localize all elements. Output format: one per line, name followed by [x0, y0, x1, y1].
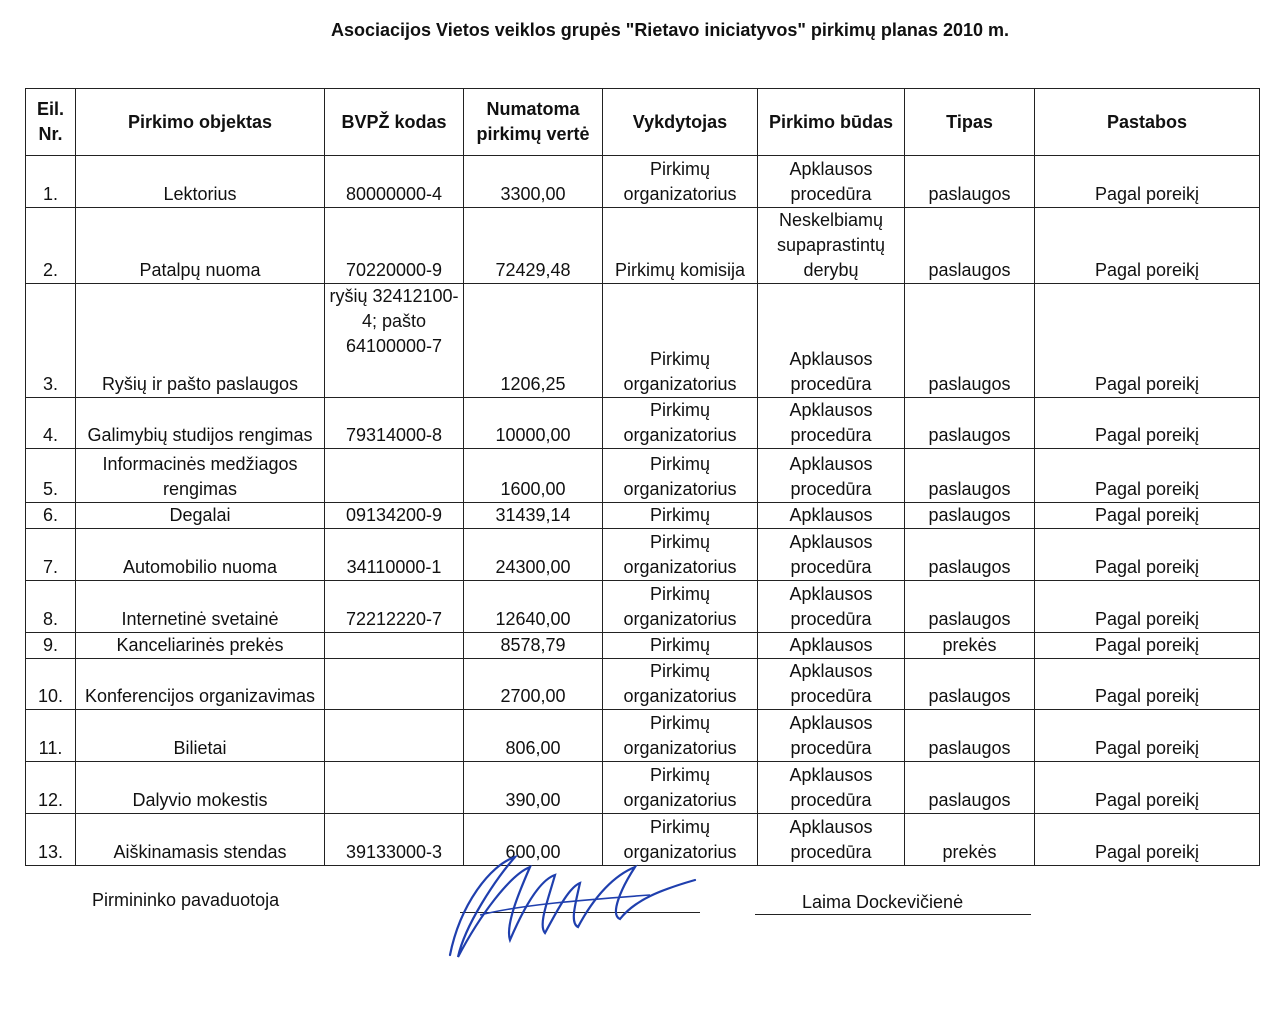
cell-value: 24300,00 — [464, 529, 603, 581]
cell-value: 806,00 — [464, 710, 603, 762]
cell-type: prekės — [905, 814, 1035, 866]
cell-type: paslaugos — [905, 503, 1035, 529]
header-notes: Pastabos — [1035, 89, 1260, 156]
cell-value: 1600,00 — [464, 449, 603, 503]
table-row — [26, 398, 1260, 449]
cell-method: Apklausos — [758, 633, 905, 659]
cell-object: Ryšių ir pašto paslaugos — [76, 284, 325, 398]
cell-nr: 2. — [26, 208, 76, 284]
cell-value: 390,00 — [464, 762, 603, 814]
cell-notes: Pagal poreikį — [1035, 156, 1260, 208]
cell-executor: Pirkimų organizatorius — [603, 581, 758, 633]
cell-object: Dalyvio mokestis — [76, 762, 325, 814]
cell-executor: Pirkimų komisija — [603, 208, 758, 284]
cell-type: paslaugos — [905, 581, 1035, 633]
cell-notes: Pagal poreikį — [1035, 529, 1260, 581]
cell-notes: Pagal poreikį — [1035, 398, 1260, 449]
cell-nr: 4. — [26, 398, 76, 449]
cell-executor: Pirkimų organizatorius — [603, 398, 758, 449]
cell-notes: Pagal poreikį — [1035, 284, 1260, 398]
cell-value: 10000,00 — [464, 398, 603, 449]
table-row — [26, 503, 1260, 529]
cell-type: paslaugos — [905, 284, 1035, 398]
cell-nr: 12. — [26, 762, 76, 814]
document-title: Asociacijos Vietos veiklos grupės "Rietavo iniciatyvos" pirkimų planas 2010 m. — [330, 20, 1009, 40]
cell-code: ryšių 32412100-4; pašto 64100000-7 — [325, 284, 464, 398]
cell-code — [325, 633, 464, 659]
cell-notes: Pagal poreikį — [1035, 503, 1260, 529]
cell-method: Apklausos procedūra — [758, 814, 905, 866]
cell-object: Bilietai — [76, 710, 325, 762]
cell-type: paslaugos — [905, 659, 1035, 710]
cell-executor: Pirkimų organizatorius — [603, 449, 758, 503]
procurement-plan-table — [25, 88, 1260, 866]
header-method: Pirkimo būdas — [758, 89, 905, 156]
cell-type: paslaugos — [905, 529, 1035, 581]
cell-object: Kanceliarinės prekės — [76, 633, 325, 659]
cell-executor: Pirkimų organizatorius — [603, 710, 758, 762]
cell-executor: Pirkimų — [603, 633, 758, 659]
table-row — [26, 633, 1260, 659]
cell-method: Apklausos procedūra — [758, 398, 905, 449]
cell-method: Apklausos procedūra — [758, 659, 905, 710]
cell-type: prekės — [905, 633, 1035, 659]
cell-value: 12640,00 — [464, 581, 603, 633]
cell-nr: 1. — [26, 156, 76, 208]
cell-executor: Pirkimų — [603, 503, 758, 529]
cell-type: paslaugos — [905, 449, 1035, 503]
cell-executor: Pirkimų organizatorius — [603, 156, 758, 208]
cell-code: 72212220-7 — [325, 581, 464, 633]
cell-notes: Pagal poreikį — [1035, 581, 1260, 633]
cell-value: 31439,14 — [464, 503, 603, 529]
cell-type: paslaugos — [905, 156, 1035, 208]
cell-object: Konferencijos organizavimas — [76, 659, 325, 710]
table-row — [26, 581, 1260, 633]
cell-object: Patalpų nuoma — [76, 208, 325, 284]
table-row — [26, 529, 1260, 581]
cell-code: 70220000-9 — [325, 208, 464, 284]
header-executor: Vykdytojas — [603, 89, 758, 156]
cell-value: 600,00 — [464, 814, 603, 866]
cell-method: Apklausos — [758, 503, 905, 529]
table-row — [26, 208, 1260, 284]
header-code: BVPŽ kodas — [325, 89, 464, 156]
cell-object: Degalai — [76, 503, 325, 529]
cell-nr: 8. — [26, 581, 76, 633]
name-underline — [755, 914, 1031, 915]
cell-value: 2700,00 — [464, 659, 603, 710]
cell-type: paslaugos — [905, 398, 1035, 449]
cell-nr: 7. — [26, 529, 76, 581]
cell-object: Lektorius — [76, 156, 325, 208]
cell-method: Apklausos procedūra — [758, 284, 905, 398]
cell-executor: Pirkimų organizatorius — [603, 659, 758, 710]
cell-value: 1206,25 — [464, 284, 603, 398]
cell-nr: 6. — [26, 503, 76, 529]
cell-code: 79314000-8 — [325, 398, 464, 449]
header-value: Numatoma pirkimų vertė — [464, 89, 603, 156]
cell-executor: Pirkimų organizatorius — [603, 762, 758, 814]
cell-method: Apklausos procedūra — [758, 449, 905, 503]
table-row — [26, 284, 1260, 398]
cell-nr: 3. — [26, 284, 76, 398]
cell-nr: 9. — [26, 633, 76, 659]
cell-method: Apklausos procedūra — [758, 529, 905, 581]
cell-value: 3300,00 — [464, 156, 603, 208]
table-row — [26, 762, 1260, 814]
header-type: Tipas — [905, 89, 1035, 156]
cell-code: 09134200-9 — [325, 503, 464, 529]
cell-object: Automobilio nuoma — [76, 529, 325, 581]
cell-notes: Pagal poreikį — [1035, 710, 1260, 762]
cell-code: 80000000-4 — [325, 156, 464, 208]
table-row — [26, 449, 1260, 503]
table-row — [26, 156, 1260, 208]
cell-nr: 11. — [26, 710, 76, 762]
cell-code — [325, 449, 464, 503]
cell-value: 8578,79 — [464, 633, 603, 659]
table-row — [26, 710, 1260, 762]
signer-position: Pirmininko pavaduotoja — [92, 890, 280, 910]
cell-notes: Pagal poreikį — [1035, 633, 1260, 659]
cell-code: 39133000-3 — [325, 814, 464, 866]
handwritten-signature — [420, 845, 710, 970]
cell-code — [325, 659, 464, 710]
cell-type: paslaugos — [905, 710, 1035, 762]
cell-type: paslaugos — [905, 762, 1035, 814]
cell-code: 34110000-1 — [325, 529, 464, 581]
cell-notes: Pagal poreikį — [1035, 814, 1260, 866]
cell-nr: 5. — [26, 449, 76, 503]
cell-object: Informacinės medžiagos rengimas — [76, 449, 325, 503]
cell-notes: Pagal poreikį — [1035, 762, 1260, 814]
cell-nr: 13. — [26, 814, 76, 866]
cell-notes: Pagal poreikį — [1035, 659, 1260, 710]
cell-method: Neskelbiamų supaprastintų derybų — [758, 208, 905, 284]
header-nr: Eil. Nr. — [26, 89, 76, 156]
cell-method: Apklausos procedūra — [758, 762, 905, 814]
cell-notes: Pagal poreikį — [1035, 449, 1260, 503]
cell-object: Galimybių studijos rengimas — [76, 398, 325, 449]
cell-type: paslaugos — [905, 208, 1035, 284]
cell-code — [325, 762, 464, 814]
cell-executor: Pirkimų organizatorius — [603, 284, 758, 398]
table-row — [26, 659, 1260, 710]
cell-method: Apklausos procedūra — [758, 581, 905, 633]
cell-method: Apklausos procedūra — [758, 710, 905, 762]
cell-code — [325, 710, 464, 762]
table-header-row — [26, 89, 1260, 156]
header-object: Pirkimo objektas — [76, 89, 325, 156]
cell-notes: Pagal poreikį — [1035, 208, 1260, 284]
cell-nr: 10. — [26, 659, 76, 710]
cell-method: Apklausos procedūra — [758, 156, 905, 208]
cell-executor: Pirkimų organizatorius — [603, 529, 758, 581]
signer-name: Laima Dockevičienė — [802, 892, 964, 912]
cell-executor: Pirkimų organizatorius — [603, 814, 758, 866]
cell-object: Internetinė svetainė — [76, 581, 325, 633]
cell-value: 72429,48 — [464, 208, 603, 284]
cell-object: Aiškinamasis stendas — [76, 814, 325, 866]
